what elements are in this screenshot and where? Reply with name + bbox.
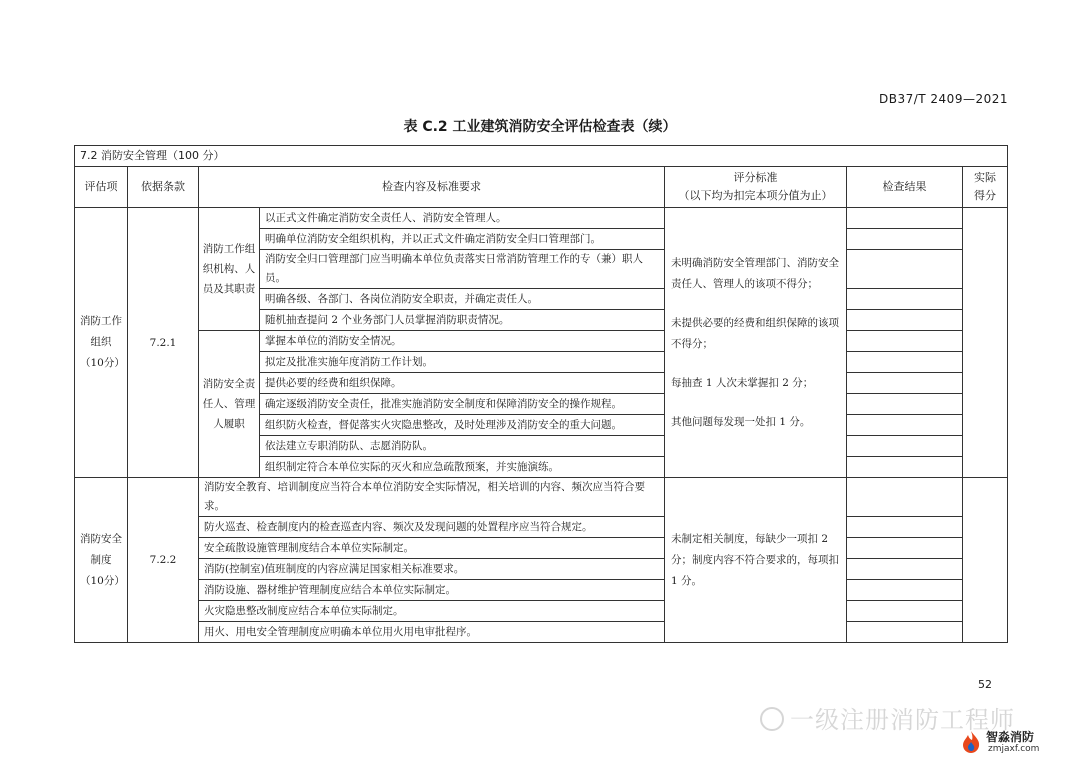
- result-cell[interactable]: [847, 289, 963, 310]
- assessment-table: [74, 145, 1008, 643]
- result-cell[interactable]: [847, 310, 963, 331]
- requirement-cell: 明确单位消防安全组织机构，并以正式文件确定消防安全归口管理部门。: [260, 229, 665, 250]
- result-cell[interactable]: [847, 559, 963, 580]
- assessment-table-wrapper: [74, 145, 1007, 643]
- requirement-cell: 消防安全教育、培训制度应当符合本单位消防安全实际情况，相关培训的内容、频次应当符合要求。: [199, 478, 665, 517]
- table-row: [75, 517, 1008, 538]
- criteria-line: 其他问题每发现一处扣 1 分。: [671, 415, 811, 428]
- score-cell-7-2-1[interactable]: [963, 208, 1008, 478]
- item-work-organization: 消防工作组织（10分）: [75, 208, 128, 478]
- table-row: [75, 580, 1008, 601]
- requirement-cell: 安全疏散设施管理制度结合本单位实际制定。: [199, 538, 665, 559]
- result-cell[interactable]: [847, 517, 963, 538]
- sub-item-responsible-person: 消防安全责任人、管理人履职: [199, 331, 260, 478]
- requirement-cell: 掌握本单位的消防安全情况。: [260, 331, 665, 352]
- sub-item-organization: 消防工作组织机构、人员及其职责: [199, 208, 260, 331]
- col-header-content: 检查内容及标准要求: [199, 167, 665, 208]
- item-safety-rules: 消防安全制度（10分）: [75, 478, 128, 643]
- col-header-score: [963, 167, 1008, 208]
- score-header-line1: 实际: [974, 171, 997, 184]
- requirement-cell: 火灾隐患整改制度应结合本单位实际制定。: [199, 601, 665, 622]
- table-row: [75, 622, 1008, 643]
- result-cell[interactable]: [847, 208, 963, 229]
- table-row: [75, 478, 1008, 517]
- requirement-cell: 消防(控制室)值班制度的内容应满足国家相关标准要求。: [199, 559, 665, 580]
- page-number: 52: [978, 678, 992, 691]
- result-cell[interactable]: [847, 229, 963, 250]
- col-header-criteria: [665, 167, 847, 208]
- criteria-line: 未明确消防安全管理部门、消防安全责任人、管理人的该项不得分；: [671, 256, 839, 290]
- requirement-cell: 提供必要的经费和组织保障。: [260, 373, 665, 394]
- requirement-cell: 依法建立专职消防队、志愿消防队。: [260, 436, 665, 457]
- requirement-cell: 防火巡查、检查制度内的检查巡查内容、频次及发现问题的处置程序应当符合规定。: [199, 517, 665, 538]
- requirement-cell: 用火、用电安全管理制度应明确本单位用火用电审批程序。: [199, 622, 665, 643]
- result-cell[interactable]: [847, 331, 963, 352]
- requirement-cell: 随机抽查提问 2 个业务部门人员掌握消防职责情况。: [260, 310, 665, 331]
- result-cell[interactable]: [847, 601, 963, 622]
- watermark-text: 一级注册消防工程师: [790, 706, 1015, 734]
- table-row: [75, 538, 1008, 559]
- clause-7-2-2: 7.2.2: [128, 478, 199, 643]
- score-cell-7-2-2[interactable]: [963, 478, 1008, 643]
- section-title: 7.2 消防安全管理（100 分）: [75, 146, 1008, 167]
- result-cell[interactable]: [847, 538, 963, 559]
- section-row: [75, 146, 1008, 167]
- clause-7-2-1: 7.2.1: [128, 208, 199, 478]
- flame-logo-icon: [960, 730, 982, 754]
- requirement-cell: 组织防火检查，督促落实火灾隐患整改，及时处理涉及消防安全的重大问题。: [260, 415, 665, 436]
- result-cell[interactable]: [847, 415, 963, 436]
- result-cell[interactable]: [847, 478, 963, 517]
- result-cell[interactable]: [847, 622, 963, 643]
- wechat-icon: [760, 707, 784, 731]
- table-title: 表 C.2 工业建筑消防安全评估检查表（续）: [403, 119, 677, 135]
- result-cell[interactable]: [847, 394, 963, 415]
- table-row: [75, 559, 1008, 580]
- requirement-cell: 消防安全归口管理部门应当明确本单位负责落实日常消防管理工作的专（兼）职人员。: [260, 250, 665, 289]
- requirement-cell: 拟定及批准实施年度消防工作计划。: [260, 352, 665, 373]
- requirement-cell: 组织制定符合本单位实际的灭火和应急疏散预案，并实施演练。: [260, 457, 665, 478]
- criteria-line: 每抽查 1 人次未掌握扣 2 分；: [671, 376, 814, 389]
- col-header-clause: 依据条款: [128, 167, 199, 208]
- result-cell[interactable]: [847, 373, 963, 394]
- requirement-cell: 确定逐级消防安全责任，批准实施消防安全制度和保障消防安全的操作规程。: [260, 394, 665, 415]
- result-cell[interactable]: [847, 457, 963, 478]
- logo-name: 智淼消防: [986, 730, 1035, 744]
- requirement-cell: 明确各级、各部门、各岗位消防安全职责，并确定责任人。: [260, 289, 665, 310]
- brand-logo: [960, 728, 1072, 760]
- requirement-cell: 消防设施、器材维护管理制度应结合本单位实际制定。: [199, 580, 665, 601]
- standard-code: DB37/T 2409—2021: [878, 92, 1008, 106]
- header-row: [75, 167, 1008, 208]
- logo-url: zmjaxf.com: [988, 744, 1040, 754]
- table-row: [75, 331, 1008, 352]
- col-header-item: 评估项: [75, 167, 128, 208]
- requirement-cell: 以正式文件确定消防安全责任人、消防安全管理人。: [260, 208, 665, 229]
- criteria-header-line2: （以下均为扣完本项分值为止）: [678, 189, 833, 202]
- table-row: [75, 208, 1008, 229]
- criteria-cell-7-2-2: 未制定相关制度，每缺少一项扣 2 分；制度内容不符合要求的，每项扣 1 分。: [665, 478, 847, 643]
- criteria-cell-7-2-1: [665, 208, 847, 478]
- criteria-line: 未提供必要的经费和组织保障的该项不得分；: [671, 316, 839, 350]
- score-header-line2: 得分: [974, 189, 997, 202]
- criteria-header-line1: 评分标准: [733, 171, 778, 184]
- result-cell[interactable]: [847, 580, 963, 601]
- table-row: [75, 601, 1008, 622]
- result-cell[interactable]: [847, 250, 963, 289]
- col-header-result: 检查结果: [847, 167, 963, 208]
- result-cell[interactable]: [847, 436, 963, 457]
- result-cell[interactable]: [847, 352, 963, 373]
